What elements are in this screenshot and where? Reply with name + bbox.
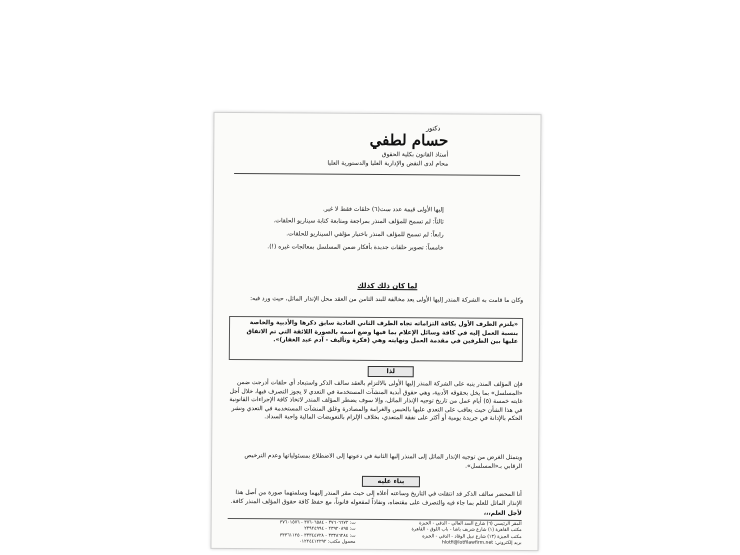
section-heading-text: لذا [386, 367, 395, 376]
footer-address: المقر الرئيسي (٦) شارع السد العالي - الدقي - الجيزة [419, 521, 522, 528]
footer-address: مكتب القاهرة (١) شارع شريف باشا - باب اللوق - القاهرة [411, 527, 522, 534]
section-heading-text: بناء عليه [377, 477, 405, 486]
header-divider [234, 173, 520, 176]
section-heading [362, 476, 420, 487]
quote-box [229, 316, 523, 362]
header-line1: أستاذ القانون بكلية الحقوق [381, 151, 449, 159]
footer-email: بريد إلكتروني: hlotfi@lotfilawfirm.net [441, 540, 522, 546]
list-item: خامساً: تصوير حلقات جديدة بأفكار ضمن المسلسل بمعالجات غيره (!). [267, 243, 444, 252]
header-title: دكتور [425, 124, 441, 133]
footer-mobile: محمول مكتب: ٠١٢٢٤٤١٢٢٩٢ [299, 539, 356, 545]
document-page [210, 112, 541, 551]
paragraph: فإن المؤلف المنذر ينبه على الشركة المنذر إليها الأولى بالالتزام بالعقد سالف الذكر واستبعاد أي حلقات أدرجت ضمن «المسلسل» بما يخل بحقوقه الأدبية، وهي حقوق أبدية المنشآت المستخدمة في التعدي لا يجوز التصرف فيها، خلال أجل غايته خمسة (٥) أيام عمل من تاريخ توجيه الإنذار الماثل، وإلا سوف يضطر المؤلف المنذر لاتخاذ كافة الإجراءات القانونية في هذا الشأن حيث يعاقب على التعدي عليها بالحبس والغرامة والمصادرة وغلق المنشآت المستخدمة في التعدي ونشر الحكم بالإدانة في جريدة يومية أو أكثر على نفقة المتعدي، بخلاف الإلزام بالتعويضات المالية واجبة السداد. [229, 379, 523, 423]
paragraph: ويتمثل الغرض من توجيه الإنذار الماثل إلى المنذر إليها الثانية في دعوتها إلى الاضطلاع بمسئولياتها وعدم الترخيص الرقابي بـ«المسلسل». [244, 452, 523, 470]
paragraph: أنا المحضر سالف الذكر قد انتقلت في التاريخ وساعته أعلاه إلى حيث مقر المنذر إليهما وسلمتهما صورة من أصل هذا الإنذار الماثل للعلم بما جاء فيه والتصرف على مقتضاه، ونفاذاً لمفعوله قانوناً، مع حفظ كافة حقوق المؤلف المنذر كافة. [230, 489, 522, 507]
closing-text: لأجل العلم،،، [483, 509, 522, 518]
list-item: ثالثاً: لم تسمح للمؤلف المنذر بمراجعة ومتابعة كتابة سيناريو الحلقات. [273, 217, 444, 226]
footer-phones [228, 520, 356, 546]
footer-phone: ت: ٣٧٦٠٦٦٧٢ - ٣٧٦٠٦٥٨٤ - ٣٧٦٠١٥٧٦ [279, 520, 356, 526]
footer-phone: ت: ٣٣٣٨٦٢٨٤ - ٣٣٣٤٤٧٢٨ - ٣٣٣٦١١٢٥ [279, 532, 356, 539]
section-heading [368, 366, 414, 377]
footer-addresses [372, 521, 522, 547]
footer-phone: ت: ٢٣٩٢٠٨٩٥ - ٢٣٩٢٤٩٩٤ [304, 526, 356, 533]
paragraph: وكان ما قامت به الشركة المنذر إليها الأولى يعد مخالفة للبند الثامن من العقد محل الإنذار الماثل، حيث ورد فيه: [250, 295, 524, 305]
header-name: حسام لطفي [369, 130, 449, 150]
list-item: رابعاً: لم تسمح للمؤلف المنذر باختيار مؤلفي السيناريو للحلقات. [286, 230, 444, 239]
footer-address: مكتب الجيزة (١٣) شارع نبيل الوقاد - الدقي - الجيزة [422, 533, 522, 540]
header-line2: محام لدى النقض والإدارية العليا والدستورية العليا [327, 159, 449, 168]
list-item: إليها الأولى قيمة عدد ست(٦) حلقات فقط لا غير. [322, 205, 444, 214]
section-heading: لما كان ذلك كذلك [357, 281, 418, 291]
quote-text: «يلتزم الطرف الأول بكافة التزاماته تجاه الطرف الثاني العادية سابق ذكرها والأدبية والخاصة بنسبة العمل إليه في كافة وسائل الإعلام بما فيها وضع اسمه بالصورة اللائقة التي تم الاتفاق عليها بين الطرفين في مقدمة العمل ونهايته وهي (فكرة وتأليف - آدم عبد الغفار)». [246, 319, 519, 346]
